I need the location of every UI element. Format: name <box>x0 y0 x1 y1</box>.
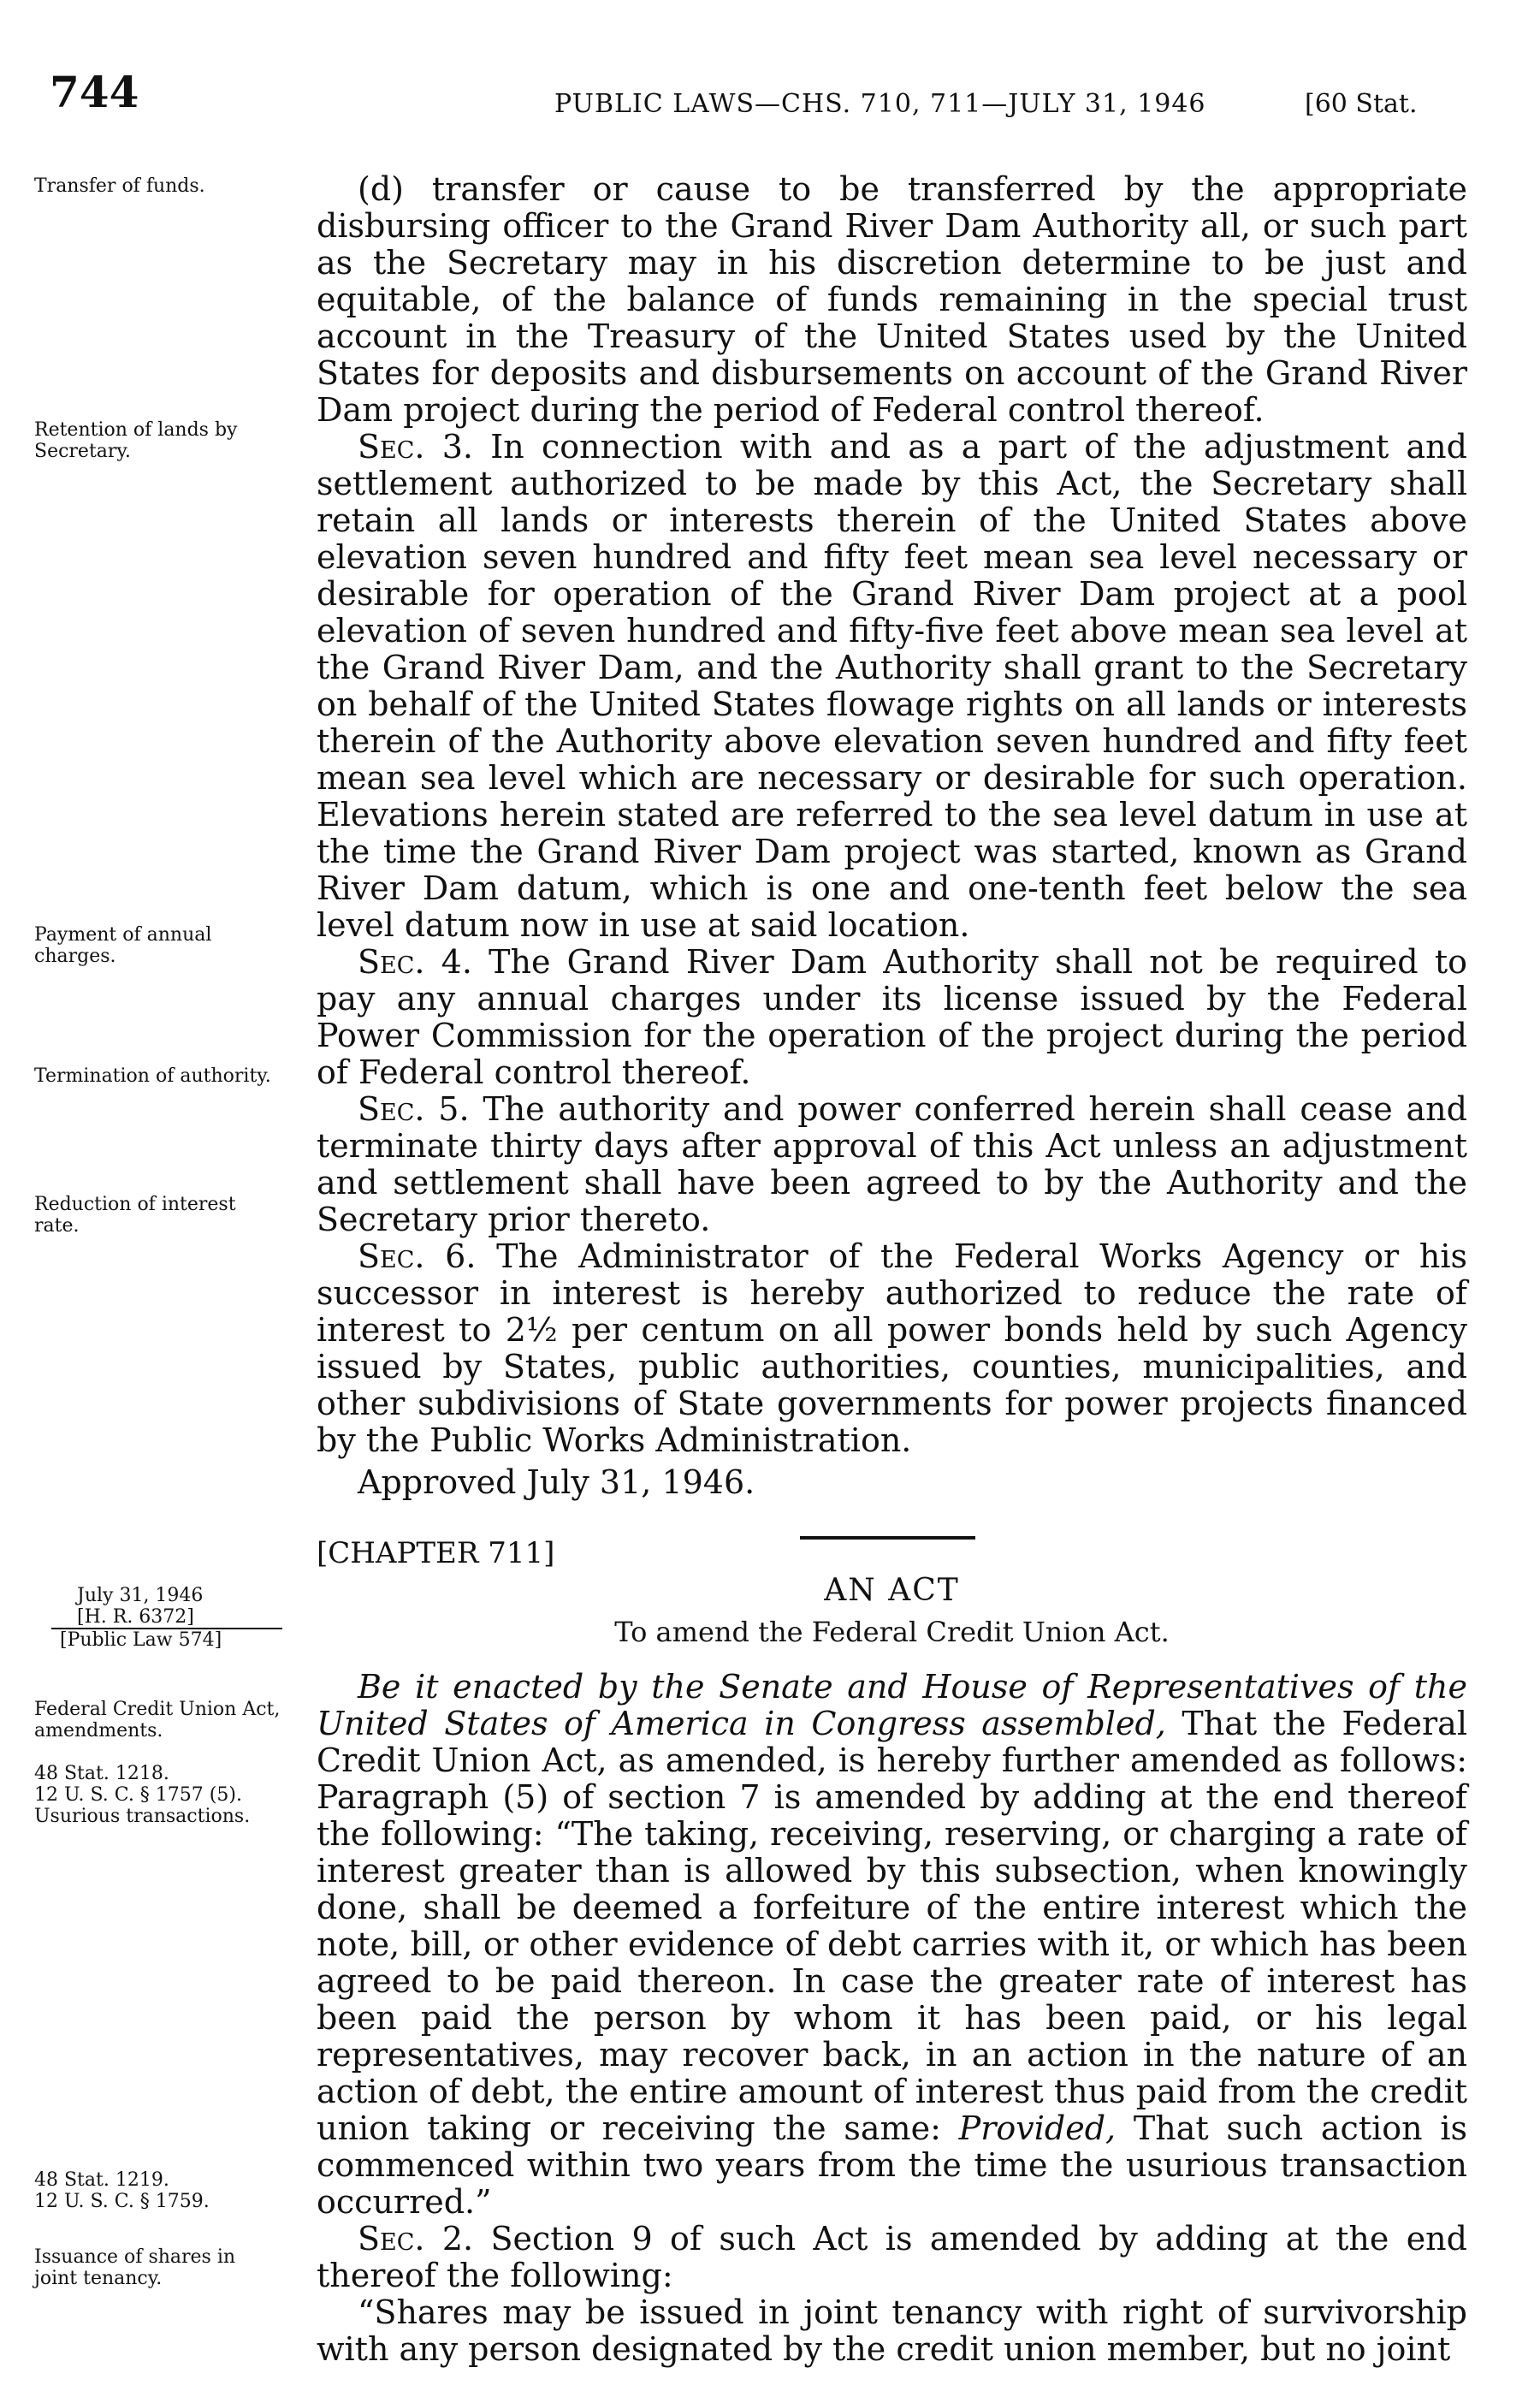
act-subtitle: To amend the Federal Credit Union Act. <box>614 1616 1170 1648</box>
margin-note-fcu: Federal Credit Union Act, amendments. <box>34 1699 281 1741</box>
margin-note-shares: Issuance of shares in joint tenancy. <box>34 2246 236 2289</box>
section-2 <box>317 2221 1467 2294</box>
shares-text: “Shares may be issued in joint tenancy with right of survivorship with any person designated by the credit union member, but no joint <box>317 2293 1467 2368</box>
main-text-chapter-710 <box>317 171 1467 1501</box>
act-date-block <box>51 1585 291 1651</box>
citation-stat-2: 48 Stat. 1219. <box>34 2169 169 2191</box>
section-label: Sec. 4. <box>358 943 472 981</box>
section-label: Sec. 2. <box>358 2220 474 2258</box>
act-date: July 31, 1946 <box>77 1585 204 1606</box>
section-3 <box>317 429 1467 944</box>
enacting-formula: Be it enacted by the Senate and House of Representatives of the United States of America in Congress assembled, <box>317 1668 1467 1742</box>
enacting-end: That such action is commenced within two years from the time the usurious transaction occurred.” <box>317 2109 1467 2221</box>
section-label: Sec. 3. <box>358 428 473 466</box>
section-text: In connection with and as a part of the adjustment and settlement authorized to be made by this Act, the Secretary shall retain all lands or interests therein of the United States above elevation seven hundred and fifty feet mean sea level necessary or desirable for operation of the Grand River Dam project at a pool elevation of seven hundred and fifty-five feet above mean sea level at the Grand River Dam, and the Authority shall grant to the Secretary on behalf of the United States flowage rights on all lands or interests therein of the Authority above elevation seven hundred and fifty feet mean sea level which are necessary or desirable for such operation. Elevations herein stated are referred to the sea level datum in use at the time the Grand River Dam project was started, known as Grand River Dam datum, which is one and one-tenth feet below the sea level datum now in use at said location. <box>317 428 1467 944</box>
margin-note-payment: Payment of annual charges. <box>34 924 212 967</box>
section-5 <box>317 1091 1467 1238</box>
page-header <box>0 60 1540 128</box>
act-title: AN ACT <box>824 1573 960 1608</box>
public-law-number: [Public Law 574] <box>60 1629 222 1651</box>
margin-note-citation-2 <box>34 2169 282 2212</box>
margin-note-retention: Retention of lands by Secretary. <box>34 419 238 462</box>
section-text: The authority and power conferred herein shall cease and terminate thirty days after approval of this Act unless an adjustment and settlement shall have been agreed to by the Authority and the Secretary prior thereto. <box>317 1090 1467 1238</box>
section-text: Section 9 of such Act is amended by adding at the end thereof the following: <box>317 2220 1467 2294</box>
margin-note-termination: Termination of authority. <box>34 1065 271 1087</box>
section-6 <box>317 1238 1467 1459</box>
enacting-text: That the Federal Credit Union Act, as amended, is hereby further amended as follows: Paragraph (5) of section 7 is amended by adding at the end thereof the following: “The taking, receiving, reserving, or charging a rate of interest greater than is allowed by this subsection, when knowingly done, shall be deemed a forfeiture of the entire interest which the note, bill, or other evidence of debt carries with it, or which has been agreed to be paid thereon. In case the greater rate of interest has been paid the person by whom it has been paid, or his legal representatives, may recover back, in an action in the nature of an action of debt, the entire amount of interest thus paid from the credit union taking or receiving the same: <box>317 1705 1467 2147</box>
page-number: 744 <box>50 67 139 117</box>
title-rule <box>800 1536 975 1540</box>
margin-note-transfer: Transfer of funds. <box>34 175 205 197</box>
section-4 <box>317 944 1467 1091</box>
paragraph-d: (d) transfer or cause to be transferred by the appropriate disbursing officer to the Grand River Dam Authority all, or such part as the Secretary may in his discretion determine to be just and equitable, of the balance of funds remaining in the special trust account in the Treasury of the United States used by the United States for deposits and disbursements on account of the Grand River Dam project during the period of Federal control thereof. <box>317 170 1467 429</box>
citation-stat: 48 Stat. 1218. <box>34 1763 169 1784</box>
citation-usc-2: 12 U. S. C. § 1759. <box>34 2191 210 2212</box>
proviso-label: Provided, <box>958 2109 1116 2147</box>
approval-line: Approved July 31, 1946. <box>358 1463 755 1501</box>
section-label: Sec. 6. <box>358 1237 477 1275</box>
section-text: The Administrator of the Federal Works Agency or his successor in interest is hereby authorized to reduce the rate of interest to 2½ per centum on all power bonds held by such Agency issued by States, public authorities, counties, municipalities, and other subdivisions of State governments for power projects financed by the Public Works Administration. <box>317 1237 1467 1459</box>
main-text-chapter-711 <box>317 1669 1467 2368</box>
volume-reference: [60 Stat. <box>1305 89 1418 119</box>
margin-note-citation <box>34 1763 282 1827</box>
citation-usc: 12 U. S. C. § 1757 (5). <box>34 1784 242 1806</box>
chapter-heading: [CHAPTER 711] <box>317 1536 555 1570</box>
bill-number: [H. R. 6372] <box>77 1606 194 1628</box>
enacting-clause <box>317 1669 1467 2221</box>
margin-note-usurious: Usurious transactions. <box>34 1806 251 1827</box>
section-label: Sec. 5. <box>358 1090 470 1128</box>
margin-note-reduction: Reduction of interest rate. <box>34 1194 236 1237</box>
running-head: PUBLIC LAWS—CHS. 710, 711—JULY 31, 1946 <box>554 89 1206 119</box>
section-text: The Grand River Dam Authority shall not be required to pay any annual charges under its license issued by the Federal Power Commission for the operation of the project during the period of Federal control thereof. <box>317 943 1467 1091</box>
